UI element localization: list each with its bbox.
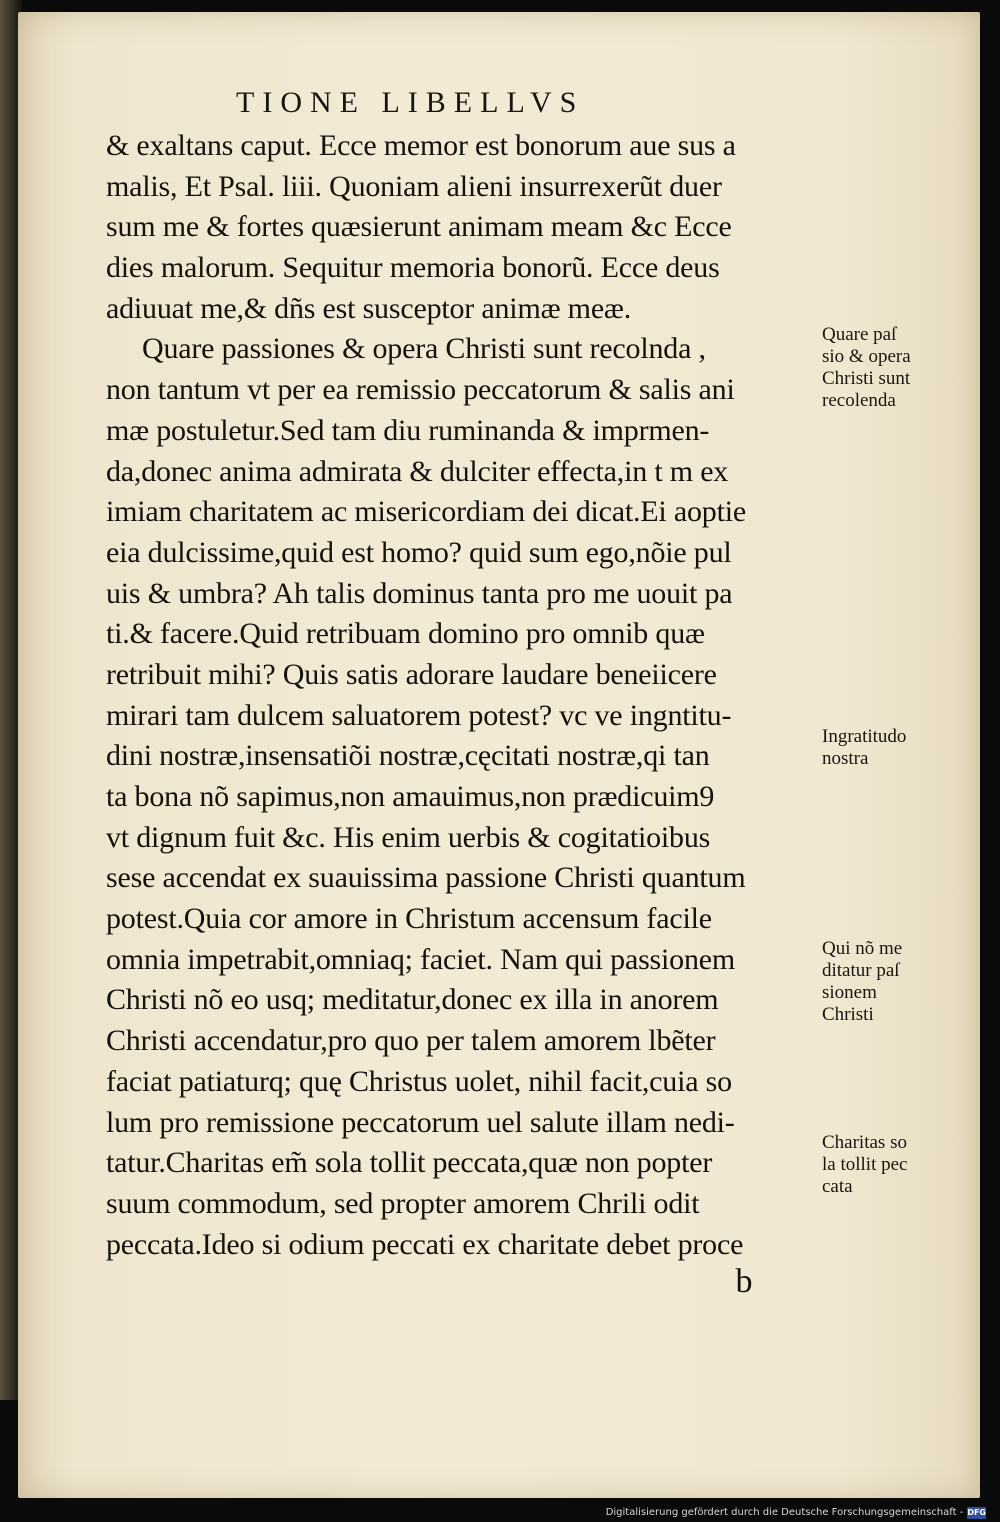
marginal-note-line: ditatur paſ [822, 960, 900, 981]
book-page [18, 12, 980, 1498]
text-line: & exaltans caput. Ecce memor est bonorum aue sus a [106, 129, 736, 162]
marginal-note-line: Quare paſ [822, 324, 897, 345]
text-line: omnia impetrabit,omniaq; faciet. Nam qui passionem [106, 942, 736, 976]
marginal-note-line: Christi [822, 1004, 874, 1025]
text-line: lum pro remissione peccatorum uel salute illam nedi- [106, 1105, 735, 1139]
signature-mark: b [735, 1263, 753, 1300]
marginal-note-ingratitudo [822, 726, 962, 770]
text-line: mirari tam dulcem saluatorem potest? vc ve ingntitu- [106, 698, 732, 732]
marginal-note-line: nostra [822, 748, 869, 769]
text-line: malis, Et Psal. liii. Quoniam alieni insurrexerũt duer [106, 169, 722, 203]
text-line: Christi nõ eo usq; meditatur,donec ex illa in anorem [106, 983, 719, 1017]
running-head: TIONE LIBELLVS [236, 86, 585, 119]
text-line: mæ postuletur.Sed tam diu ruminanda & imprmen- [106, 413, 710, 447]
text-line: ta bona nõ sapimus,non amauimus,non prædicuim9 [106, 780, 715, 813]
marginal-note-line: Christi sunt [822, 368, 911, 389]
marginal-note-qui-non-meditatur [822, 938, 962, 1026]
text-line: dies malorum. Sequitur memoria bonorũ. Ecce deus [106, 251, 720, 285]
marginal-note-line: la tollit pec [822, 1154, 908, 1175]
marginal-note-line: Qui nõ me [822, 938, 903, 959]
text-line: vt dignum fuit &c. His enim uerbis & cogitatioibus [106, 820, 711, 854]
text-line: potest.Quia cor amore in Christum accensum facile [106, 902, 712, 936]
text-line: adiuuat me,& dñs est susceptor animæ meæ. [106, 291, 632, 325]
text-line: da,donec anima admirata & dulciter effecta,in t m ex [106, 454, 729, 488]
text-line: tatur.Charitas em̃ sola tollit peccata,quæ non popter [106, 1146, 713, 1180]
digitization-credit [606, 1505, 986, 1521]
dfg-logo-icon: DFG [967, 1508, 986, 1517]
paragraph-start-line: Quare passiones & opera Christi sunt recolnda , [142, 332, 706, 366]
marginal-note-line: cata [822, 1176, 853, 1197]
text-line: eia dulcissime,quid est homo? quid sum ego,nõie pul [106, 535, 732, 569]
marginal-note-line: recolenda [822, 390, 896, 411]
text-line: uis & umbra? Ah talis dominus tanta pro me uouit pa [106, 576, 733, 610]
marginal-note-line: Charitas so [822, 1132, 907, 1153]
text-line: retribuit mihi? Quis satis adorare laudare beneiicere [106, 657, 717, 691]
text-line: sese accendat ex suauissima passione Christi quantum [106, 861, 746, 895]
text-line: non tantum vt per ea remissio peccatorum & salis ani [106, 373, 735, 407]
text-line: sum me & fortes quæsierunt animam meam &c Ecce [106, 210, 732, 244]
marginal-note-line: sionem [822, 982, 877, 1003]
marginal-note-line: Ingratitudo [822, 726, 907, 747]
marginal-note-quare-passio [822, 324, 962, 412]
marginal-note-charitas [822, 1132, 962, 1198]
text-line: Christi accendatur,pro quo per talem amorem lbẽter [106, 1024, 716, 1058]
text-line: imiam charitatem ac misericordiam dei dicat.Ei aoptie [106, 495, 746, 529]
body-text [106, 126, 836, 1265]
text-line: dini nostræ,insensatiõi nostræ,cęcitati nostræ,qi tan [106, 739, 710, 773]
text-line: faciat patiaturq; quę Christus uolet, nihil facit,cuia so [106, 1064, 732, 1098]
text-line: suum commodum, sed propter amorem Chrili odit [106, 1186, 700, 1220]
text-line: peccata.Ideo si odium peccati ex charitate debet proce [106, 1227, 744, 1261]
marginal-note-line: sio & opera [822, 346, 911, 367]
credit-text: Digitalisierung gefördert durch die Deutsche Forschungsgemeinschaft - [605, 1507, 964, 1518]
text-line: ti.& facere.Quid retribuam domino pro omnib quæ [106, 617, 705, 651]
